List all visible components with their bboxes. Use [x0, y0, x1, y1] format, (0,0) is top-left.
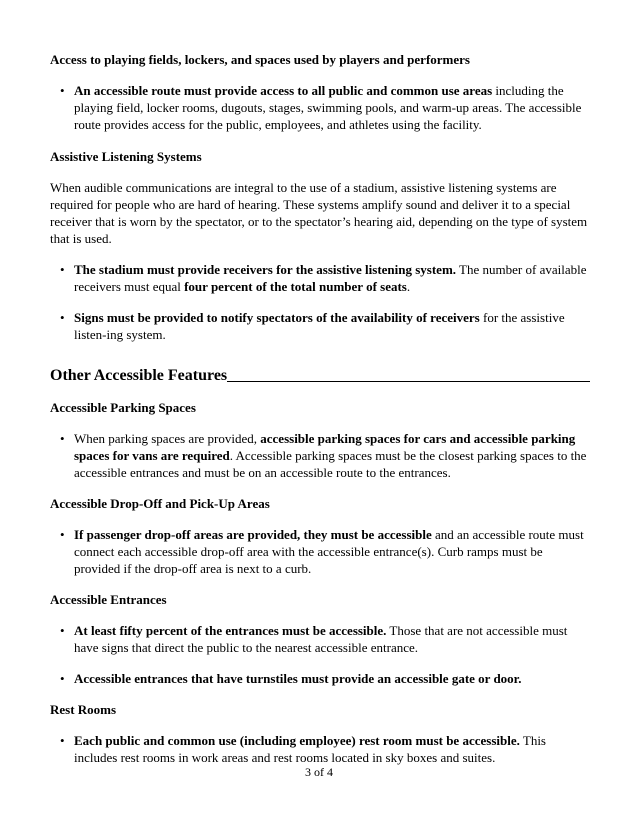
bullet-text: . Accessible parking spaces must be the closest parking spaces to the accessible entrances and must be on an accessible route to the entrances. — [74, 448, 587, 480]
bullet-item — [50, 309, 590, 343]
bullet-text: . — [406, 279, 411, 294]
bullet-dot: • — [60, 262, 65, 277]
bullet-bold-text: accessible parking spaces for cars and accessible parking spaces for vans are required — [74, 431, 576, 463]
section-rule — [227, 381, 590, 382]
bullet-item — [50, 430, 590, 481]
bullet-dot: • — [60, 733, 65, 748]
bullet-bold-text: Accessible entrances that have turnstiles must provide an accessible gate or door. — [74, 671, 522, 686]
bullet-text: The number of available receivers must equal — [74, 262, 587, 294]
bullet-text: for the assistive listen-ing system. — [74, 310, 565, 342]
bullet-text: When parking spaces are provided, — [74, 431, 261, 446]
subheading-playing-fields: Access to playing fields, lockers, and spaces used by players and performers — [50, 52, 470, 67]
subheading-assistive-listening: Assistive Listening Systems — [50, 149, 202, 164]
section-title: Other Accessible Features — [50, 367, 228, 384]
bullet-bold-text: At least fifty percent of the entrances must be accessible. — [74, 623, 387, 638]
bullet-dot: • — [60, 671, 65, 686]
bullet-item — [50, 261, 590, 295]
subheading-parking: Accessible Parking Spaces — [50, 400, 196, 415]
bullet-item — [50, 82, 590, 133]
bullet-dot: • — [60, 527, 65, 542]
listening-intro-paragraph: When audible communications are integral to the use of a stadium, assistive listening systems are required for people who are hard of hearing. These systems amplify sound and deliver it to a special receiver that is worn by the spectator, or to the spectator’s hearing aid, depending on the type of system that is used. — [50, 180, 588, 246]
bullet-bold-text: Each public and common use (including employee) rest room must be accessible. — [74, 733, 520, 748]
bullet-bold-text: An accessible route must provide access to all public and common use areas — [74, 83, 493, 98]
bullet-item — [50, 670, 590, 687]
bullet-text: and an accessible route must connect each accessible drop-off area with the accessible entrance(s). Curb ramps must be provided if the drop-off area is next to a curb. — [74, 527, 584, 576]
bullet-item — [50, 732, 590, 766]
bullet-item — [50, 622, 590, 656]
section-heading-other-features — [50, 366, 590, 385]
subheading-drop-off: Accessible Drop-Off and Pick-Up Areas — [50, 496, 270, 511]
bullet-text: including the playing field, locker rooms, dugouts, stages, swimming pools, and warm-up areas. The accessible route provides access for the public, employees, and athletes using the facility. — [74, 83, 582, 132]
bullet-dot: • — [60, 310, 65, 325]
bullet-text: Those that are not accessible must have signs that direct the public to the nearest accessible entrance. — [74, 623, 568, 655]
subheading-rest-rooms: Rest Rooms — [50, 702, 117, 717]
bullet-bold-text: four percent of the total number of seats — [184, 279, 407, 294]
bullet-dot: • — [60, 623, 65, 638]
bullet-bold-text: Signs must be provided to notify spectators of the availability of receivers — [74, 310, 480, 325]
bullet-item — [50, 526, 590, 577]
bullet-dot: • — [60, 431, 65, 446]
bullet-text: This includes rest rooms in work areas and rest rooms located in sky boxes and suites. — [74, 733, 546, 765]
page-number: 3 of 4 — [305, 765, 333, 779]
bullet-bold-text: The stadium must provide receivers for the assistive listening system. — [74, 262, 457, 277]
bullet-dot: • — [60, 83, 65, 98]
bullet-bold-text: If passenger drop-off areas are provided, they must be accessible — [74, 527, 432, 542]
page-content — [50, 51, 590, 766]
subheading-entrances: Accessible Entrances — [50, 592, 167, 607]
